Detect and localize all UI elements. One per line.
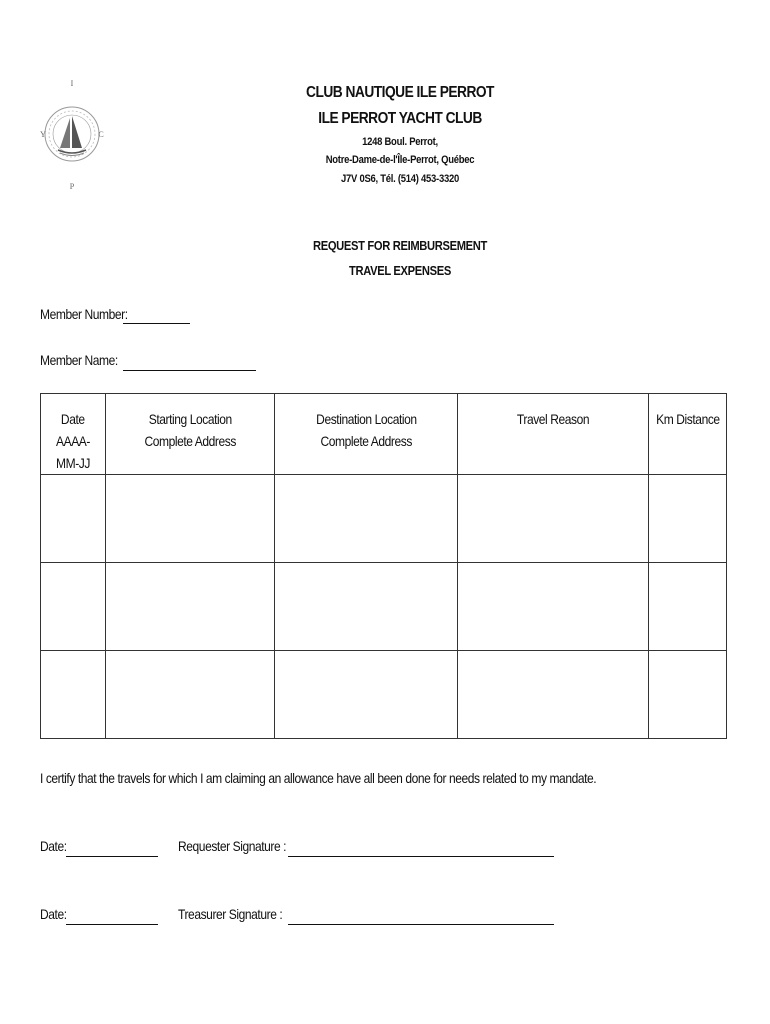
certification-statement: I certify that the travels for which I am claiming an allowance have all been done for needs related to my mandate. [40, 770, 597, 786]
km-distance-cell[interactable] [649, 475, 727, 563]
column-header-date [41, 394, 106, 475]
header-line1: Km Distance [655, 411, 720, 427]
member-name-label: Member Name: [40, 352, 118, 368]
header-line2: Complete Address [144, 433, 236, 449]
column-header-travel-reason [458, 394, 649, 475]
logo-letter-bottom: P [69, 182, 75, 190]
travel-reason-cell[interactable] [458, 475, 649, 563]
sailboat-compass-logo-icon [40, 78, 104, 190]
form-title-line1: REQUEST FOR REIMBURSEMENT [312, 238, 488, 253]
logo-letter-left: Y [40, 130, 46, 139]
travel-reason-cell[interactable] [458, 651, 649, 739]
km-distance-cell[interactable] [649, 651, 727, 739]
member-name-field[interactable] [123, 370, 256, 371]
column-header-starting-location [106, 394, 275, 475]
starting-location-cell[interactable] [106, 651, 275, 739]
treasurer-date-label: Date: [40, 906, 67, 922]
treasurer-date-field[interactable] [66, 924, 158, 925]
club-name-en: ILE PERROT YACHT CLUB [318, 110, 482, 127]
destination-location-cell[interactable] [275, 475, 458, 563]
club-address-line3: J7V 0S6, Tél. (514) 453-3320 [341, 173, 459, 185]
starting-location-cell[interactable] [106, 563, 275, 651]
date-cell[interactable] [41, 563, 106, 651]
header-line2: AAAA-MM-JJ [56, 433, 90, 471]
header-line2: Complete Address [320, 433, 412, 449]
logo-letter-top: I [70, 79, 74, 88]
treasurer-signature-field[interactable] [288, 924, 554, 925]
requester-signature-label: Requester Signature : [178, 838, 287, 854]
column-header-km-distance [649, 394, 727, 475]
destination-location-cell[interactable] [275, 563, 458, 651]
table-row [41, 563, 727, 651]
date-cell[interactable] [41, 475, 106, 563]
travel-expenses-table [40, 393, 727, 739]
requester-date-label: Date: [40, 838, 67, 854]
form-title-line2: TRAVEL EXPENSES [349, 263, 451, 278]
member-number-label: Member Number: [40, 306, 128, 322]
treasurer-signature-label: Treasurer Signature : [178, 906, 283, 922]
club-address-line2: Notre-Dame-de-l'Île-Perrot, Québec [325, 154, 475, 166]
km-distance-cell[interactable] [649, 563, 727, 651]
requester-date-field[interactable] [66, 856, 158, 857]
header-line1: Date [61, 411, 85, 427]
column-header-destination-location [275, 394, 458, 475]
member-number-field[interactable] [123, 323, 190, 324]
club-name-fr: CLUB NAUTIQUE ILE PERROT [306, 84, 494, 101]
logo-letter-right: C [98, 130, 104, 139]
club-logo [40, 78, 104, 190]
travel-reason-cell[interactable] [458, 563, 649, 651]
header-line1: Starting Location [148, 411, 232, 427]
destination-location-cell[interactable] [275, 651, 458, 739]
starting-location-cell[interactable] [106, 475, 275, 563]
table-row [41, 475, 727, 563]
table-row [41, 651, 727, 739]
club-address-line1: 1248 Boul. Perrot, [362, 136, 438, 148]
table-header-row [41, 394, 727, 475]
header-line1: Travel Reason [516, 411, 590, 427]
requester-signature-field[interactable] [288, 856, 554, 857]
date-cell[interactable] [41, 651, 106, 739]
header-line1: Destination Location [315, 411, 417, 427]
